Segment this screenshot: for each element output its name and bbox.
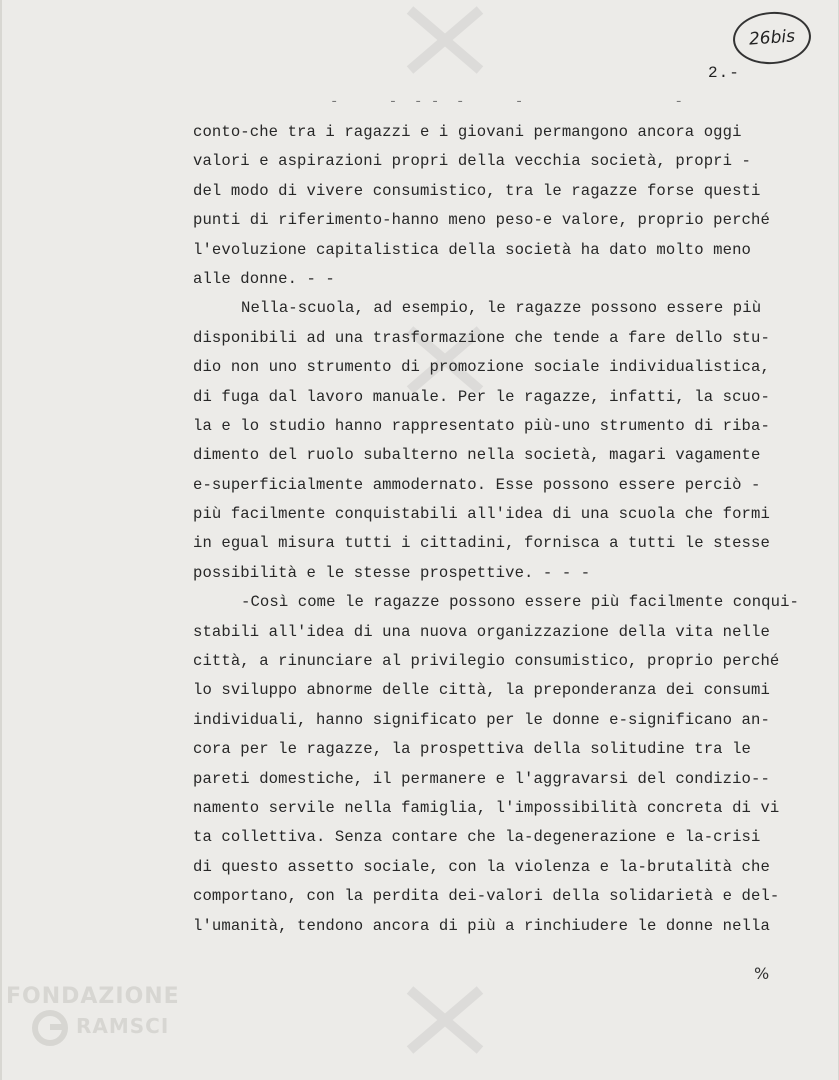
- text-line: l'evoluzione capitalistica della società ha dato molto meno: [193, 240, 752, 259]
- text-line: di fuga dal lavoro manuale. Per le ragazze, infatti, la scuo-: [193, 387, 770, 406]
- text-line: individuali, hanno significato per le donne e-significano an-: [193, 710, 770, 729]
- continuation-mark: %: [754, 964, 770, 983]
- text-line: Nella-scuola, ad esempio, le ragazze possono essere più: [241, 299, 762, 318]
- typed-body-text: [193, 118, 813, 941]
- text-line: stabili all'idea di una nuova organizzazione della vita nelle: [193, 622, 770, 641]
- text-line: valori e aspirazioni propri della vecchia società, propri -: [193, 152, 752, 171]
- text-line: pareti domestiche, il permanere e l'aggravarsi del condizio--: [193, 769, 770, 788]
- text-line: l'umanità, tendono ancora di più a rinchiudere le donne nella: [193, 916, 770, 935]
- text-line: conto-che tra i ragazzi e i giovani permangono ancora oggi: [193, 123, 742, 141]
- page-number: 2.-: [708, 64, 740, 82]
- text-line: disponibili ad una trasformazione che tende a fare dello stu-: [193, 328, 770, 347]
- text-line: namento servile nella famiglia, l'impossibilità concreta di vi: [193, 798, 780, 817]
- foundation-watermark: [6, 984, 206, 1054]
- text-line: del modo di vivere consumistico, tra le ragazze forse questi: [193, 181, 761, 200]
- foundation-logo-icon: [30, 1008, 70, 1048]
- text-line: città, a rinunciare al privilegio consumistico, proprio perché: [193, 652, 780, 671]
- foundation-watermark-line2: RAMSCI: [76, 1014, 170, 1038]
- text-line: comportano, con la perdita dei-valori della solidarietà e del-: [193, 887, 780, 906]
- text-line: la e lo studio hanno rappresentato più-uno strumento di riba-: [193, 416, 770, 435]
- foundation-watermark-line1: FONDAZIONE: [6, 984, 180, 1009]
- text-line: dio non uno strumento di promozione sociale individualistica,: [193, 358, 770, 377]
- text-line: alle donne. - -: [193, 269, 335, 288]
- text-line: dimento del ruolo subalterno nella società, magari vagamente: [193, 446, 761, 465]
- text-line: punti di riferimento-hanno meno peso-e valore, proprio perché: [193, 211, 770, 230]
- text-line: cora per le ragazze, la prospettiva della solitudine tra le: [193, 740, 752, 759]
- text-line: ta collettiva. Senza contare che la-degenerazione e la-crisi: [193, 828, 761, 847]
- text-line: -Così come le ragazze possono essere più facilmente conqui-: [241, 593, 800, 612]
- text-line: possibilità e le stesse prospettive. - - -: [193, 563, 591, 582]
- text-line: più facilmente conquistabili all'idea di una scuola che formi: [193, 505, 770, 524]
- text-line: lo sviluppo abnorme delle città, la preponderanza dei consumi: [193, 681, 770, 700]
- text-line: di questo assetto sociale, con la violenza e la-brutalità che: [193, 857, 770, 876]
- separator-dashes: - - - - - - -: [330, 94, 683, 110]
- text-line: e-superficialmente ammodernato. Esse possono essere perciò -: [193, 475, 761, 494]
- archive-number-stamp: 26bis: [731, 9, 812, 66]
- text-line: in egual misura tutti i cittadini, fornisca a tutti le stesse: [193, 534, 770, 553]
